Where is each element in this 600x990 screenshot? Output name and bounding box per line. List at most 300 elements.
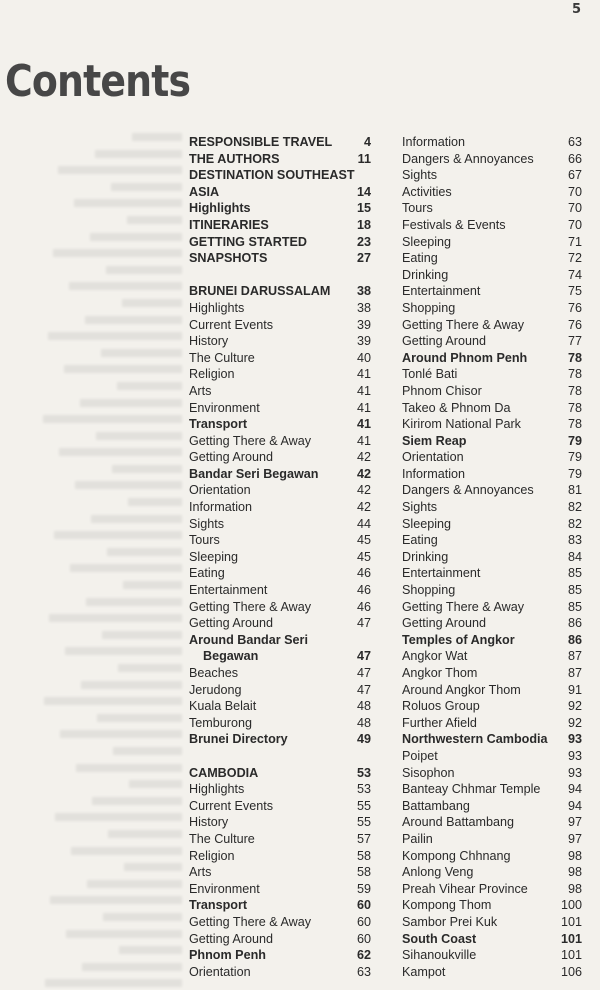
toc-section-entry <box>189 151 371 168</box>
bleed-line <box>0 777 190 794</box>
bleed-line <box>0 396 190 413</box>
toc-entry-page: 46 <box>356 566 371 581</box>
bleed-line <box>0 263 190 280</box>
toc-entry-title: Transport <box>189 417 248 432</box>
bleed-line <box>0 478 190 495</box>
toc-entry-title: Takeo & Phnom Da <box>402 400 511 415</box>
bleed-line <box>0 495 190 512</box>
toc-entry-title: Entertainment <box>189 583 268 598</box>
toc-entry-page: 79 <box>567 450 582 465</box>
section-spacer <box>189 748 371 765</box>
bleed-line <box>0 860 190 877</box>
toc-entry-title: Sambor Prei Kuk <box>402 914 498 929</box>
toc-entry-page: 81 <box>567 483 582 498</box>
toc-entry <box>189 300 371 317</box>
toc-entry-page: 74 <box>567 267 582 282</box>
toc-entry-page: 45 <box>356 549 371 564</box>
toc-entry-page: 94 <box>567 798 582 813</box>
toc-entry-title: Poipet <box>402 748 438 763</box>
toc-entry <box>402 167 582 184</box>
toc-entry-page: 42 <box>356 466 371 481</box>
toc-entry <box>402 383 582 400</box>
toc-entry <box>402 715 582 732</box>
toc-entry-title: Drinking <box>402 267 449 282</box>
toc-entry <box>402 814 582 831</box>
toc-entry <box>189 599 371 616</box>
toc-entry-title: DESTINATION SOUTHEAST <box>189 168 355 183</box>
toc-entry-title: Transport <box>189 898 248 913</box>
toc-entry <box>189 499 371 516</box>
toc-entry <box>402 648 582 665</box>
toc-entry-title: Begawan <box>203 649 259 664</box>
toc-entry <box>402 300 582 317</box>
toc-entry-title: Orientation <box>189 964 251 979</box>
toc-entry <box>402 781 582 798</box>
toc-entry <box>402 532 582 549</box>
toc-entry-title: Beaches <box>189 666 239 680</box>
toc-entry-page: 98 <box>567 881 582 896</box>
toc-entry <box>402 831 582 848</box>
toc-entry <box>402 200 582 217</box>
bleed-line <box>0 412 190 429</box>
toc-entry-page: 40 <box>356 350 371 365</box>
toc-entry-page: 41 <box>356 417 371 432</box>
toc-entry-page: 63 <box>567 135 582 149</box>
toc-entry-page: 101 <box>560 914 582 929</box>
toc-entry <box>189 400 371 417</box>
toc-entry-page: 57 <box>356 831 371 846</box>
toc-entry-title: Phnom Chisor <box>402 383 482 398</box>
toc-entry <box>189 383 371 400</box>
toc-entry <box>189 350 371 367</box>
toc-entry-page: 78 <box>567 417 582 432</box>
toc-entry-page: 55 <box>356 815 371 830</box>
toc-entry-title: Kompong Thom <box>402 898 492 913</box>
toc-entry <box>189 665 371 682</box>
toc-entry <box>402 366 582 383</box>
toc-entry-title: Shopping <box>402 583 456 598</box>
toc-entry-page: 78 <box>567 383 582 398</box>
toc-entry-title: ITINERARIES <box>189 217 269 232</box>
toc-entry-title: Festivals & Events <box>402 217 506 232</box>
toc-entry-title: RESPONSIBLE TRAVEL <box>189 135 333 149</box>
toc-entry <box>402 565 582 582</box>
bleed-line <box>0 445 190 462</box>
toc-entry-title: Kirirom National Park <box>402 417 521 432</box>
toc-section-entry <box>189 200 371 217</box>
bleed-line <box>0 893 190 910</box>
toc-entry <box>402 748 582 765</box>
toc-entry-page: 87 <box>567 649 582 664</box>
toc-section-entry <box>189 134 371 151</box>
toc-entry-page: 85 <box>567 566 582 581</box>
toc-entry-title: Around Battambang <box>402 815 515 830</box>
bleed-line <box>0 744 190 761</box>
toc-entry <box>402 234 582 251</box>
toc-entry-page: 47 <box>356 682 371 697</box>
toc-entry-page: 53 <box>356 782 371 797</box>
toc-entry-title: Highlights <box>189 201 251 216</box>
toc-entry-title: Getting There & Away <box>189 914 312 929</box>
toc-entry <box>189 366 371 383</box>
toc-entry-title: Preah Vihear Province <box>402 881 528 896</box>
toc-entry-title: Arts <box>189 865 212 880</box>
toc-entry <box>189 333 371 350</box>
contents-column-2 <box>402 134 582 980</box>
toc-entry-title: Sights <box>402 168 438 183</box>
toc-entry <box>189 698 371 715</box>
toc-entry <box>189 848 371 865</box>
toc-section-entry <box>189 765 371 782</box>
toc-entry-page: 87 <box>567 666 582 680</box>
toc-entry <box>402 897 582 914</box>
toc-entry-title: Sleeping <box>402 234 452 249</box>
toc-section-entry <box>189 632 371 649</box>
toc-entry-title: Getting There & Away <box>189 433 312 448</box>
toc-entry <box>402 416 582 433</box>
toc-entry-page: 48 <box>356 715 371 730</box>
toc-entry-page: 85 <box>567 583 582 598</box>
toc-entry <box>402 682 582 699</box>
toc-section-entry <box>402 931 582 948</box>
toc-entry-page: 11 <box>357 151 371 166</box>
toc-section-entry <box>189 731 371 748</box>
toc-entry-page: 45 <box>356 533 371 548</box>
contents-column-1 <box>189 134 371 980</box>
toc-entry-title: Around Bandar Seri <box>189 632 308 647</box>
toc-entry-page: 60 <box>356 898 371 913</box>
toc-entry <box>402 449 582 466</box>
toc-section-entry <box>189 167 371 184</box>
toc-entry-title: Sights <box>402 500 438 515</box>
toc-entry-title: The Culture <box>189 350 255 365</box>
toc-entry-page: 70 <box>567 201 582 216</box>
toc-entry-title: Religion <box>189 367 235 382</box>
toc-entry <box>189 964 371 981</box>
toc-entry-title: Orientation <box>402 450 464 465</box>
toc-entry-page: 70 <box>567 217 582 232</box>
toc-entry-page: 44 <box>356 516 371 531</box>
toc-entry-page: 78 <box>567 350 582 365</box>
toc-entry-page: 77 <box>567 334 582 349</box>
bleed-line <box>0 163 190 180</box>
toc-section-entry <box>402 731 582 748</box>
toc-entry <box>402 134 582 151</box>
toc-entry-page: 47 <box>356 616 371 631</box>
toc-entry-title: Drinking <box>402 549 449 564</box>
toc-entry-title: Getting Around <box>189 616 274 631</box>
toc-entry <box>189 914 371 931</box>
toc-entry <box>189 449 371 466</box>
bleed-line <box>0 545 190 562</box>
toc-entry <box>189 482 371 499</box>
bleed-line <box>0 644 190 661</box>
toc-entry-title: Entertainment <box>402 566 481 581</box>
toc-entry <box>402 516 582 533</box>
bleed-line <box>0 943 190 960</box>
toc-entry <box>402 400 582 417</box>
toc-entry-page: 48 <box>356 699 371 714</box>
toc-entry <box>189 881 371 898</box>
bleed-line <box>0 877 190 894</box>
toc-entry-page: 100 <box>560 898 582 913</box>
toc-entry-page: 60 <box>356 931 371 946</box>
toc-entry-page: 70 <box>567 184 582 199</box>
toc-entry <box>402 267 582 284</box>
bleed-line <box>0 960 190 977</box>
toc-entry-page: 75 <box>567 284 582 299</box>
toc-entry-title: Kompong Chhnang <box>402 848 511 863</box>
toc-entry-page <box>367 632 371 649</box>
toc-entry-title: Angkor Wat <box>402 649 468 664</box>
toc-entry <box>402 881 582 898</box>
toc-entry-page: 41 <box>356 367 371 382</box>
toc-entry <box>402 482 582 499</box>
toc-entry <box>402 317 582 334</box>
toc-entry-page: 93 <box>567 732 582 747</box>
toc-entry <box>189 582 371 599</box>
toc-entry-title: Further Afield <box>402 715 477 730</box>
toc-entry-title: Highlights <box>189 300 245 315</box>
bleed-line <box>0 711 190 728</box>
toc-entry-page: 14 <box>356 184 371 199</box>
toc-entry-title: Getting Around <box>189 450 274 465</box>
toc-entry-page: 41 <box>356 433 371 448</box>
toc-entry-page: 59 <box>356 881 371 896</box>
toc-entry <box>402 582 582 599</box>
toc-entry-page: 94 <box>567 782 582 797</box>
toc-entry-title: Eating <box>189 566 225 581</box>
toc-entry <box>189 798 371 815</box>
bleed-line <box>0 761 190 778</box>
bleed-line <box>0 628 190 645</box>
toc-entry-page: 93 <box>567 765 582 780</box>
toc-entry-page <box>367 167 371 184</box>
bleed-line <box>0 279 190 296</box>
toc-entry-page: 49 <box>356 732 371 747</box>
toc-entry-title: Getting Around <box>189 931 274 946</box>
toc-entry-title: Current Events <box>189 798 273 813</box>
toc-entry-page: 46 <box>356 599 371 614</box>
toc-entry-title: Eating <box>402 533 438 548</box>
toc-entry-page: 72 <box>567 251 582 266</box>
bleed-line <box>0 561 190 578</box>
bleed-line <box>0 429 190 446</box>
bleed-line <box>0 694 190 711</box>
toc-entry-page: 86 <box>567 616 582 631</box>
page-title: Contents <box>5 56 191 107</box>
toc-entry-page: 92 <box>567 699 582 714</box>
toc-entry-title: Getting Around <box>402 616 487 631</box>
bleed-line <box>0 512 190 529</box>
bleed-line <box>0 678 190 695</box>
toc-entry-page: 27 <box>356 251 371 266</box>
toc-entry-title: Roluos Group <box>402 699 480 714</box>
toc-entry <box>402 615 582 632</box>
toc-entry-title: Getting There & Away <box>402 317 525 332</box>
toc-entry <box>402 798 582 815</box>
toc-entry <box>402 698 582 715</box>
toc-section-entry <box>402 433 582 450</box>
toc-entry <box>402 283 582 300</box>
bleed-line <box>0 379 190 396</box>
bleed-line <box>0 147 190 164</box>
toc-entry <box>402 151 582 168</box>
toc-entry <box>402 333 582 350</box>
toc-entry-title: Anlong Veng <box>402 865 474 880</box>
bleed-line <box>0 313 190 330</box>
toc-entry <box>402 250 582 267</box>
toc-entry-page: 98 <box>567 865 582 880</box>
toc-entry <box>189 317 371 334</box>
bleed-line <box>0 528 190 545</box>
toc-entry-page: 91 <box>567 682 582 697</box>
section-spacer <box>189 267 371 284</box>
toc-entry-title: Getting Around <box>402 334 487 349</box>
toc-entry <box>402 184 582 201</box>
toc-entry-title: Current Events <box>189 317 273 332</box>
toc-entry-title: Information <box>189 500 252 515</box>
toc-entry-title: Shopping <box>402 300 456 315</box>
toc-section-entry <box>189 947 371 964</box>
toc-entry <box>189 549 371 566</box>
toc-section-entry <box>189 897 371 914</box>
toc-entry-title: Information <box>402 135 465 149</box>
bleed-line <box>0 976 190 990</box>
toc-entry-title: Bandar Seri Begawan <box>189 466 319 481</box>
toc-entry-page: 71 <box>567 234 582 249</box>
toc-section-entry <box>189 184 371 201</box>
toc-entry-page: 86 <box>567 632 582 647</box>
toc-entry <box>189 682 371 699</box>
toc-entry <box>189 781 371 798</box>
toc-entry-title: Getting There & Away <box>402 599 525 614</box>
toc-entry <box>402 466 582 483</box>
toc-entry-title: Religion <box>189 848 235 863</box>
toc-entry-title: SNAPSHOTS <box>189 251 268 266</box>
toc-entry-title: Temples of Angkor <box>402 632 515 647</box>
toc-entry-title: Dangers & Annoyances <box>402 151 534 166</box>
bleed-line <box>0 213 190 230</box>
toc-entry-title: Phnom Penh <box>189 948 266 963</box>
bleed-line <box>0 180 190 197</box>
bleed-line <box>0 362 190 379</box>
bleed-line <box>0 196 190 213</box>
toc-entry <box>402 765 582 782</box>
bleed-line <box>0 578 190 595</box>
bleed-line <box>0 611 190 628</box>
toc-entry-title: Sleeping <box>402 516 452 531</box>
toc-entry-title: Around Phnom Penh <box>402 350 528 365</box>
toc-entry-page: 23 <box>356 234 371 249</box>
toc-entry-page: 78 <box>567 367 582 382</box>
bleed-line <box>0 130 190 147</box>
bleed-through-texture <box>0 130 190 990</box>
bleed-line <box>0 246 190 263</box>
toc-section-entry <box>189 416 371 433</box>
toc-entry-page: 60 <box>356 914 371 929</box>
toc-entry-title: Sihanoukville <box>402 948 477 963</box>
toc-entry-title: Orientation <box>189 483 251 498</box>
toc-entry-page: 42 <box>356 450 371 465</box>
toc-entry <box>189 433 371 450</box>
toc-entry-title: Dangers & Annoyances <box>402 483 534 498</box>
bleed-line <box>0 346 190 363</box>
toc-entry-title: South Coast <box>402 931 477 946</box>
toc-entry-title: CAMBODIA <box>189 765 259 780</box>
toc-entry-title: Battambang <box>402 798 470 813</box>
toc-entry-title: Temburong <box>189 715 253 730</box>
toc-entry-title: BRUNEI DARUSSALAM <box>189 284 331 299</box>
toc-entry-page: 53 <box>356 765 371 780</box>
toc-section-entry <box>402 350 582 367</box>
toc-entry-page: 58 <box>356 865 371 880</box>
toc-entry <box>402 947 582 964</box>
toc-entry <box>189 814 371 831</box>
toc-entry <box>402 864 582 881</box>
toc-entry-title: History <box>189 815 229 830</box>
toc-entry <box>189 516 371 533</box>
toc-entry-title: Kampot <box>402 964 446 979</box>
toc-entry-title: Tonlé Bati <box>402 367 458 382</box>
toc-entry-page: 84 <box>567 549 582 564</box>
toc-entry <box>402 665 582 682</box>
toc-entry-page: 38 <box>356 300 371 315</box>
toc-entry-title: History <box>189 334 229 349</box>
bleed-line <box>0 296 190 313</box>
bleed-line <box>0 794 190 811</box>
toc-entry-title: Tours <box>189 533 220 548</box>
toc-entry-page: 63 <box>356 964 371 979</box>
toc-entry-title: GETTING STARTED <box>189 234 308 249</box>
toc-entry-page: 4 <box>363 135 371 149</box>
toc-entry-page: 106 <box>560 964 582 979</box>
toc-entry <box>189 615 371 632</box>
toc-entry-page: 58 <box>356 848 371 863</box>
toc-entry-title: ASIA <box>189 184 220 199</box>
toc-entry-title: Tours <box>402 201 433 216</box>
toc-section-entry <box>189 217 371 234</box>
toc-section-entry <box>189 466 371 483</box>
toc-entry-page: 62 <box>356 948 371 963</box>
toc-entry-page: 98 <box>567 848 582 863</box>
bleed-line <box>0 661 190 678</box>
toc-entry-page: 101 <box>560 931 582 946</box>
toc-entry-page: 92 <box>567 715 582 730</box>
toc-entry <box>189 565 371 582</box>
bleed-line <box>0 827 190 844</box>
toc-entry-title: The Culture <box>189 831 255 846</box>
toc-entry-page: 66 <box>567 151 582 166</box>
toc-entry <box>189 532 371 549</box>
toc-entry-page: 39 <box>356 317 371 332</box>
toc-entry-page: 76 <box>567 317 582 332</box>
toc-entry-title: Brunei Directory <box>189 732 288 747</box>
toc-entry-title: Highlights <box>189 782 245 797</box>
toc-entry-page: 47 <box>356 666 371 680</box>
toc-entry <box>189 715 371 732</box>
toc-entry <box>189 931 371 948</box>
toc-entry-page: 79 <box>567 433 582 448</box>
toc-entry-title: Entertainment <box>402 284 481 299</box>
bleed-line <box>0 910 190 927</box>
toc-entry <box>402 549 582 566</box>
toc-section-entry <box>402 632 582 649</box>
toc-section-entry <box>189 250 371 267</box>
toc-entry <box>402 914 582 931</box>
toc-entry-page: 41 <box>356 400 371 415</box>
toc-entry-title: Environment <box>189 881 260 896</box>
